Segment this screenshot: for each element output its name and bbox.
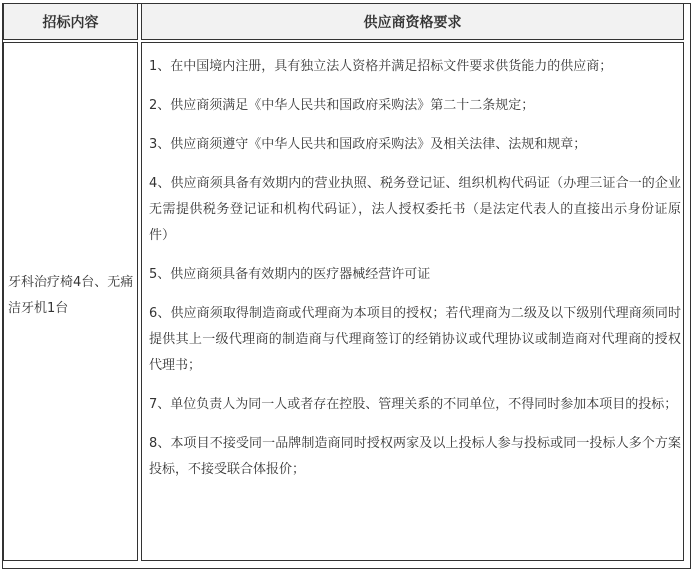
bid-item-text: 牙科治疗椅4台、无痛洁牙机1台 <box>8 275 134 316</box>
requirement-item: 8、本项目不接受同一品牌制造商同时授权两家及以上投标人参与投标或同一投标人多个方案投标，不接受联合体报价； <box>149 436 681 477</box>
header-bid-content-label: 招标内容 <box>42 14 99 31</box>
requirement-item: 2、供应商须满足《中华人民共和国政府采购法》第二十二条规定； <box>149 98 535 113</box>
requirement-item: 1、在中国境内注册，具有独立法人资格并满足招标文件要求供货能力的供应商； <box>149 59 613 74</box>
requirement-item: 5、供应商须具备有效期内的医疗器械经营许可证 <box>149 267 431 282</box>
header-supplier-qualification-label: 供应商资格要求 <box>363 14 462 31</box>
requirement-item: 7、单位负责人为同一人或者存在控股、管理关系的不同单位，不得同时参加本项目的投标； <box>149 397 678 412</box>
requirement-item: 6、供应商须取得制造商或代理商为本项目的授权；若代理商为二级及以下级别代理商须同时提供其上一级代理商的制造商与代理商签订的经销协议或代理协议或制造商对代理商的授权代理书； <box>149 306 681 373</box>
header-bid-content <box>3 3 138 40</box>
requirement-item: 3、供应商须遵守《中华人民共和国政府采购法》及相关法律、法规和规章； <box>149 137 587 152</box>
header-supplier-qualification <box>141 3 684 40</box>
requirement-item: 4、供应商须具备有效期内的营业执照、税务登记证、组织机构代码证（办理三证合一的企业无需提供税务登记证和机构代码证），法人授权委托书（是法定代表人的直接出示身份证原件） <box>149 176 681 243</box>
requirements-list <box>149 54 681 496</box>
